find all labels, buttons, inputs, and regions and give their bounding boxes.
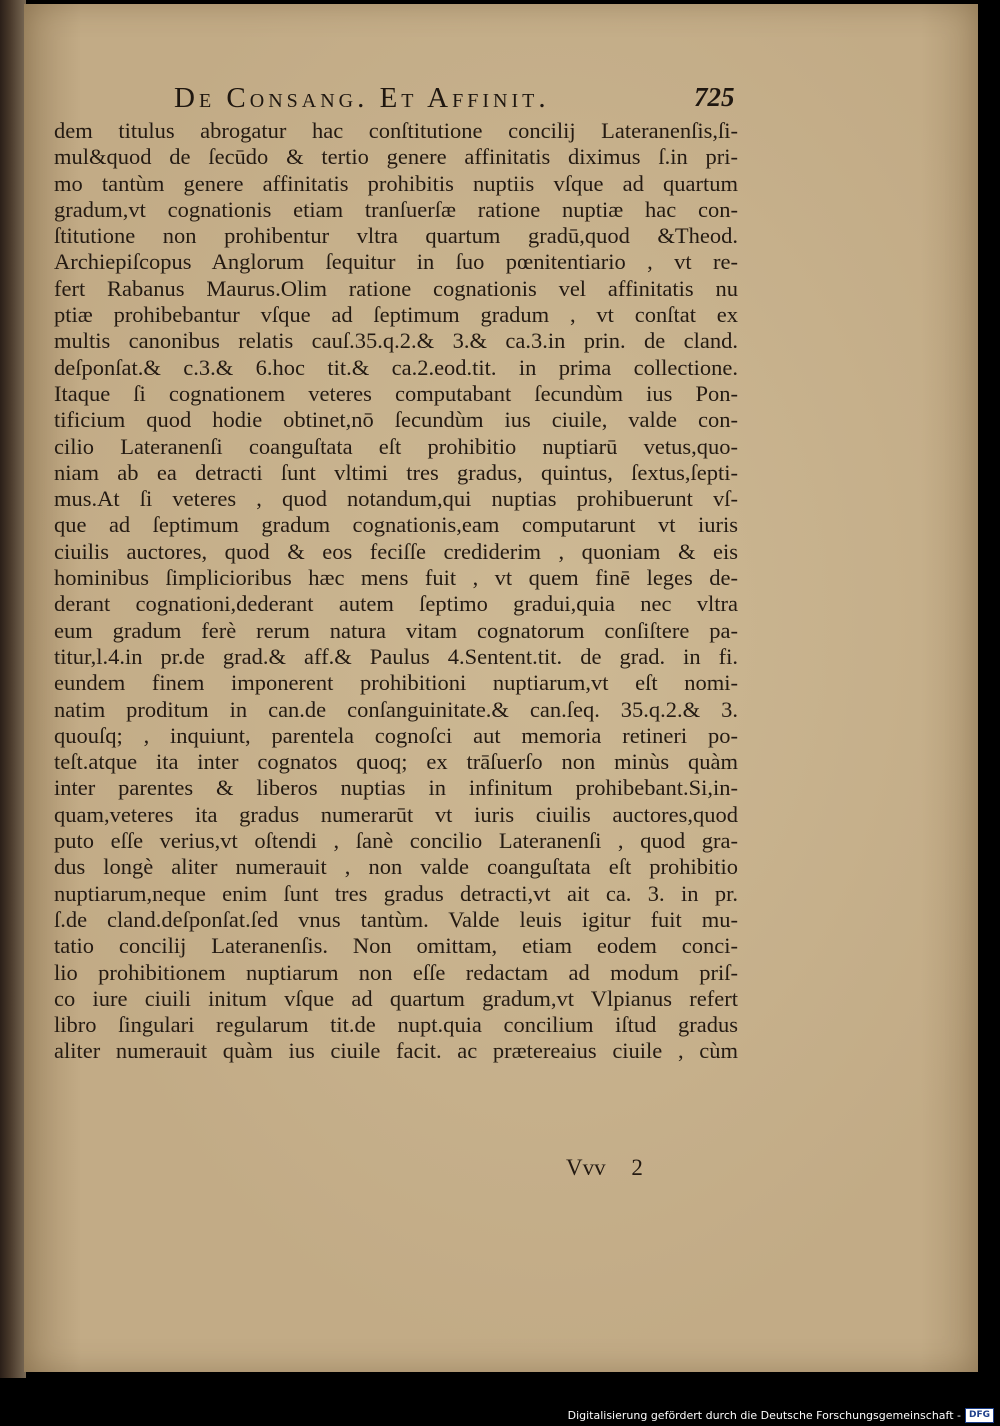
text-line: eundem finem imponerent prohibitioni nuptiarum,vt eſt nomi- [54, 670, 738, 696]
text-line: fert Rabanus Maurus.Olim ratione cognationis vel affinitatis nu [54, 275, 738, 301]
text-line: mo tantùm genere affinitatis prohibitis nuptiis vſque ad quartum [54, 170, 738, 196]
text-line: puto eſſe verius,vt oſtendi , ſanè concilio Lateranenſi , quod gra- [54, 828, 738, 854]
text-line: lio prohibitionem nuptiarum non eſſe redactam ad modum priſ- [54, 959, 738, 985]
text-line: mus.At ſi veteres , quod notandum,qui nuptias prohibuerunt vſ- [54, 486, 738, 512]
text-line: hominibus ſimplicioribus hæc mens fuit , vt quem finē leges de- [54, 565, 738, 591]
text-line: tatio concilij Lateranenſis. Non omittam, etiam eodem conci- [54, 933, 738, 959]
footer-credit-text: Digitalisierung gefördert durch die Deutsche Forschungsgemeinschaft - [567, 1409, 961, 1422]
text-line: aliter numerauit quàm ius ciuile facit. ac prætereaius ciuile , cùm [54, 1038, 738, 1064]
text-line: cilio Lateranenſi coanguſtata eſt prohibitio nuptiarū vetus,quo- [54, 433, 738, 459]
dfg-logo: DFG [965, 1408, 994, 1423]
text-line: ptiæ prohibebantur vſque ad ſeptimum gradum , vt conſtat ex [54, 302, 738, 328]
text-line: eum gradum ferè rerum natura vitam cognatorum conſiſtere pa- [54, 617, 738, 643]
text-line: nuptiarum,neque enim ſunt tres gradus detracti,vt ait ca. 3. in pr. [54, 880, 738, 906]
text-line: ciuilis auctores, quod & eos feciſſe crediderim , quoniam & eis [54, 538, 738, 564]
text-line: quouſq; , inquiunt, parentela cognoſci aut memoria retineri po- [54, 722, 738, 748]
text-line: mul&quod de ſecūdo & tertio genere affinitatis diximus ſ.in pri- [54, 144, 738, 170]
text-line: que ad ſeptimum gradum cognationis,eam computarunt vt iuris [54, 512, 738, 538]
text-line: ſ.de cland.deſponſat.ſed vnus tantùm. Valde leuis igitur fuit mu- [54, 906, 738, 932]
text-line: inter parentes & liberos nuptias in infinitum prohibebant.Si,in- [54, 775, 738, 801]
text-line: natim proditum in can.de conſanguinitate.& can.ſeq. 35.q.2.& 3. [54, 696, 738, 722]
text-line: libro ſingulari regularum tit.de nupt.quia concilium iſtud gradus [54, 1012, 738, 1038]
text-line: Itaque ſi cognationem veteres computabant ſecundùm ius Pon- [54, 380, 738, 406]
running-head: De Consang. Et Affinit. [174, 82, 550, 114]
footer-credit [568, 1408, 994, 1423]
book-page [24, 4, 978, 1372]
text-line: dus longè aliter numerauit , non valde coanguſtata eſt prohibitio [54, 854, 738, 880]
page-number: 725 [694, 82, 735, 112]
text-line: ſtitutione non prohibentur vltra quartum gradū,quod &Theod. [54, 223, 738, 249]
text-line: gradum,vt cognationis etiam tranſuerſæ ratione nuptiæ hac con- [54, 196, 738, 222]
catchword: Vvv 2 [566, 1155, 643, 1180]
text-line: multis canonibus relatis cauſ.35.q.2.& 3.& ca.3.in prin. de cland. [54, 328, 738, 354]
text-line: titur,l.4.in pr.de grad.& aff.& Paulus 4.Sentent.tit. de grad. in fi. [54, 643, 738, 669]
text-line: derant cognationi,dederant autem ſeptimo gradui,quia nec vltra [54, 591, 738, 617]
text-line: niam ab ea detracti ſunt vltimi tres gradus, quintus, ſextus,ſepti- [54, 459, 738, 485]
text-line: Archiepiſcopus Anglorum ſequitur in ſuo pœnitentiario , vt re- [54, 249, 738, 275]
text-line: co iure ciuili initum vſque ad quartum gradum,vt Vlpianus refert [54, 985, 738, 1011]
text-block [54, 118, 738, 1065]
text-line: dem titulus abrogatur hac conſtitutione concilij Lateranenſis,ſi- [54, 118, 738, 143]
text-line: deſponſat.& c.3.& 6.hoc tit.& ca.2.eod.tit. in prima collectione. [54, 354, 738, 380]
text-line: quam,veteres ita gradus numerarūt vt iuris ciuilis auctores,quod [54, 801, 738, 827]
text-line: teſt.atque ita inter cognatos quoq; ex trāſuerſo non minùs quàm [54, 749, 738, 775]
book-spine [0, 0, 26, 1378]
text-line: tificium quod hodie obtinet,nō ſecundùm ius ciuile, valde con- [54, 407, 738, 433]
